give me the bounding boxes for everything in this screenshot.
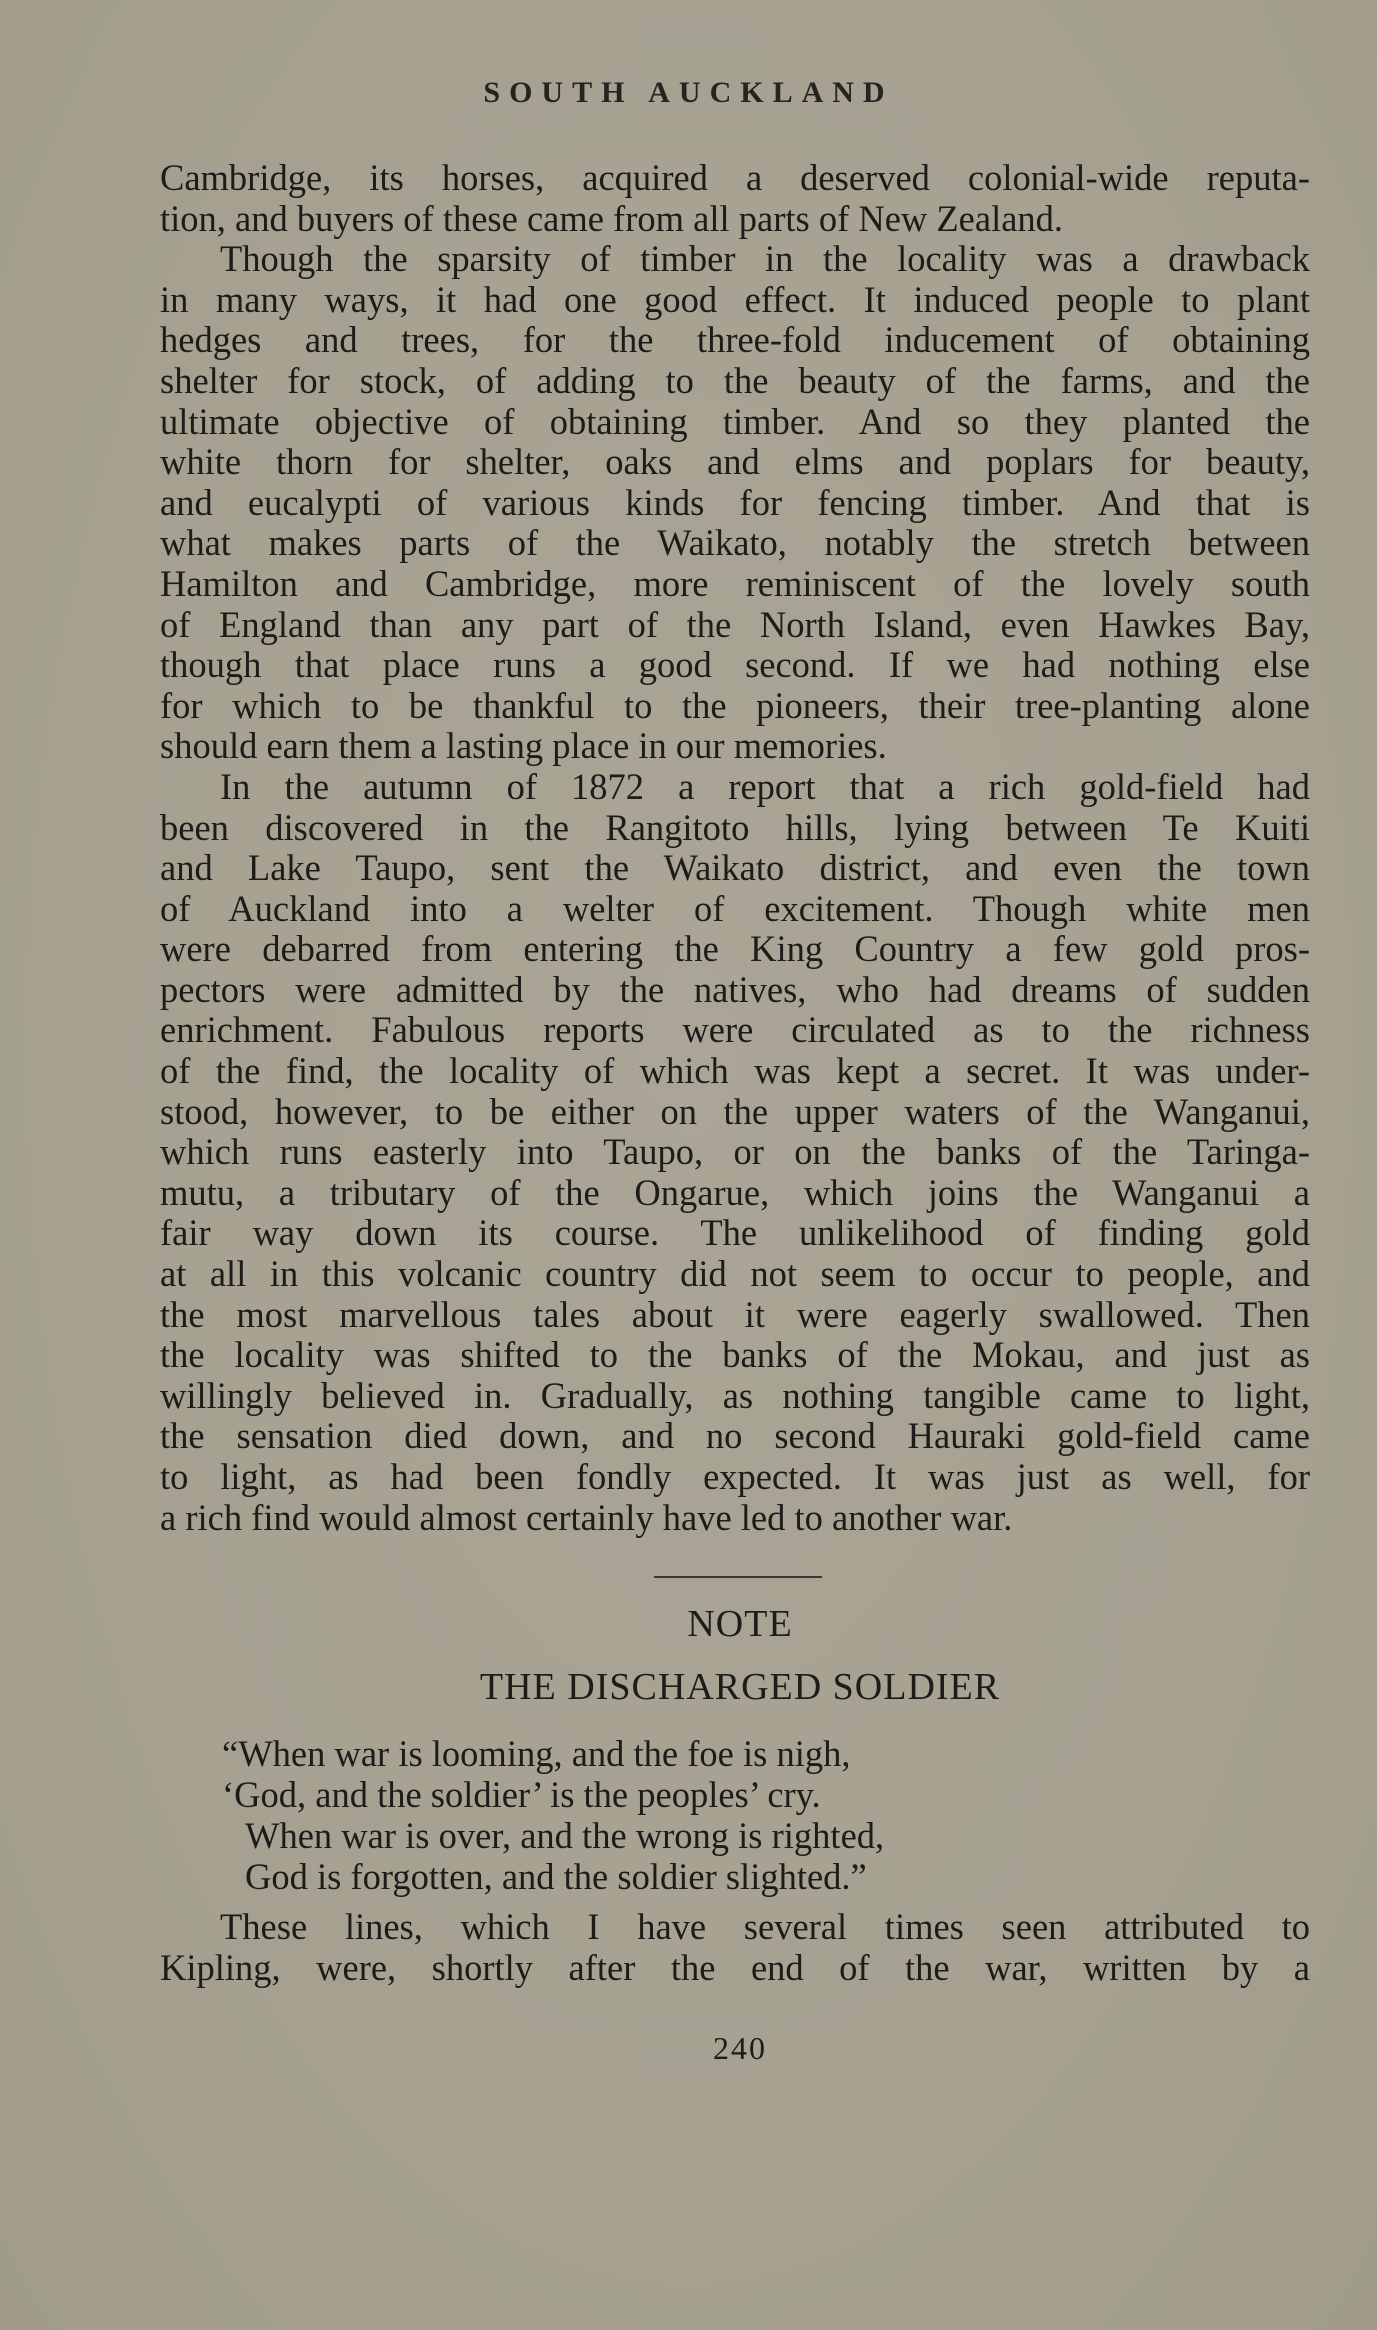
text-line: Cambridge, its horses, acquired a deserved colonial-wide reputa- <box>160 157 1310 198</box>
text-line: the most marvellous tales about it were eagerly swallowed. Then <box>160 1293 1310 1335</box>
text-line: of Auckland into a welter of excitement. Though white men <box>160 887 1310 929</box>
text-line: a rich find would almost certainly have led to another war. <box>160 1496 1013 1538</box>
note-subheading: THE DISCHARGED SOLDIER <box>479 1666 1001 1708</box>
text-line: Though the sparsity of timber in the locality was a drawback <box>220 238 1310 280</box>
page-number: 240 <box>713 2030 767 2066</box>
body-text <box>160 158 1310 1538</box>
text-line: shelter for stock, of adding to the beauty of the farms, and the <box>160 359 1310 401</box>
poem-line: God is forgotten, and the soldier slighted.” <box>245 1856 867 1897</box>
text-line: the locality was shifted to the banks of the Mokau, and just as <box>160 1334 1310 1376</box>
text-line: tion, and buyers of these came from all parts of New Zealand. <box>160 197 1064 239</box>
note-body <box>160 1906 1310 1987</box>
text-line: in many ways, it had one good effect. It induced people to plant <box>160 278 1310 320</box>
text-line: what makes parts of the Waikato, notably the stretch between <box>160 522 1310 564</box>
text-line: stood, however, to be either on the upper waters of the Wanganui, <box>160 1090 1310 1132</box>
text-line: to light, as had been fondly expected. It was just as well, for <box>160 1456 1310 1497</box>
text-line: and Lake Taupo, sent the Waikato district, and even the town <box>160 847 1310 889</box>
text-line: been discovered in the Rangitoto hills, lying between Te Kuiti <box>160 806 1310 848</box>
text-line: the sensation died down, and no second Hauraki gold-field came <box>160 1415 1310 1457</box>
text-line: These lines, which I have several times seen attributed to <box>220 1906 1310 1947</box>
text-line: which runs easterly into Taupo, or on the banks of the Taringa- <box>160 1131 1310 1173</box>
text-line: enrichment. Fabulous reports were circulated as to the richness <box>160 1009 1310 1051</box>
text-line: fair way down its course. The unlikelihood of finding gold <box>160 1212 1310 1254</box>
text-line: were debarred from entering the King Country a few gold pros- <box>160 928 1310 970</box>
running-head: SOUTH AUCKLAND <box>483 76 894 109</box>
text-line: Hamilton and Cambridge, more reminiscent of the lovely south <box>160 562 1310 604</box>
text-line: ultimate objective of obtaining timber. And so they planted the <box>160 400 1310 442</box>
text-line: willingly believed in. Gradually, as nothing tangible came to light, <box>160 1374 1310 1416</box>
text-line: of England than any part of the North Island, even Hawkes Bay, <box>160 603 1310 645</box>
text-line: and eucalypti of various kinds for fencing timber. And that is <box>160 481 1310 523</box>
text-line: at all in this volcanic country did not seem to occur to people, and <box>160 1253 1310 1295</box>
note-heading: NOTE <box>687 1603 793 1645</box>
text-line: white thorn for shelter, oaks and elms and poplars for beauty, <box>160 441 1310 483</box>
text-line: mutu, a tributary of the Ongarue, which joins the Wanganui a <box>160 1171 1310 1213</box>
poem-quote <box>222 1733 884 1897</box>
text-line: though that place runs a good second. If we had nothing else <box>160 644 1310 686</box>
text-line: should earn them a lasting place in our memories. <box>160 725 887 767</box>
text-line: of the find, the locality of which was kept a secret. It was under- <box>160 1050 1310 1092</box>
poem-line: When war is over, and the wrong is righted, <box>245 1815 885 1856</box>
section-divider <box>654 1576 822 1578</box>
text-line: for which to be thankful to the pioneers, their tree-planting alone <box>160 684 1310 726</box>
text-line: hedges and trees, for the three-fold inducement of obtaining <box>160 319 1310 361</box>
poem-line: “When war is looming, and the foe is nigh, <box>222 1733 851 1774</box>
text-line: pectors were admitted by the natives, who had dreams of sudden <box>160 968 1310 1010</box>
text-line: Kipling, were, shortly after the end of the war, written by a <box>160 1946 1310 1988</box>
text-line: In the autumn of 1872 a report that a rich gold-field had <box>220 765 1310 807</box>
poem-line: ‘God, and the soldier’ is the peoples’ cry. <box>222 1774 821 1815</box>
